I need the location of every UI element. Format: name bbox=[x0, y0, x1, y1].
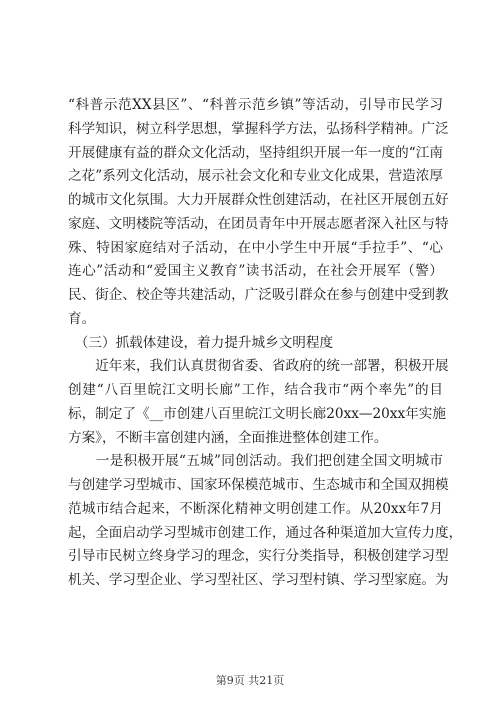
text-line: 一是积极开展“五城”同创活动。我们把创建全国文明城市 bbox=[68, 453, 443, 470]
text-line: 殊、特困家庭结对子活动，在中小学生中开展“手拉手”、“心 bbox=[68, 239, 443, 256]
text-line: 科学知识，树立科学思想，掌握科学方法，弘扬科学精神。广泛 bbox=[68, 120, 449, 137]
text-line: 的城市文化氛围。大力开展群众性创建活动，在社区开展创五好 bbox=[68, 192, 449, 208]
text-line: 家庭、文明楼院等活动，在团员青年中开展志愿者深入社区与特 bbox=[68, 215, 449, 232]
text-line: 引导市民树立终身学习的理念，实行分类指导，积极创建学习型 bbox=[68, 548, 449, 565]
text-line: 创建“八百里皖江文明长廊”工作，结合我市“两个率先”的目 bbox=[68, 382, 443, 398]
text-line: 育。 bbox=[68, 310, 96, 327]
page-footer: 第9页 共21页 bbox=[215, 674, 285, 687]
text-line: 之花”系列文化活动，展示社会文化和专业文化成果，营造浓厚 bbox=[68, 168, 443, 185]
body-text bbox=[68, 94, 463, 593]
text-line: 开展健康有益的群众文化活动，坚持组织开展一年一度的“江南 bbox=[68, 144, 443, 161]
text-line: 标，制定了《__市创建八百里皖江文明长廊20xx—20xx年实施 bbox=[68, 405, 446, 422]
text-line: （三）抓载体建设，着力提升城乡文明程度 bbox=[68, 334, 334, 351]
text-line: 连心”活动和“爱国主义教育”读书活动，在社会开展军（警） bbox=[68, 263, 443, 280]
text-line: 起，全面启动学习型城市创建工作，通过各种渠道加大宣传力度， bbox=[68, 524, 463, 541]
text-line: 范城市结合起来，不断深化精神文明创建工作。从20xx年7月 bbox=[68, 500, 443, 517]
text-line: 机关、学习型企业、学习型社区、学习型村镇、学习型家庭。为 bbox=[68, 572, 449, 588]
text-line: 近年来，我们认真贯彻省委、省政府的统一部署，积极开展 bbox=[68, 358, 449, 375]
text-line: “科普示范XX县区”、“科普示范乡镇”等活动，引导市民学习 bbox=[68, 97, 443, 113]
text-line: 与创建学习型城市、国家环保模范城市、生态城市和全国双拥模 bbox=[68, 477, 449, 493]
text-line: 民、街企、校企等共建活动，广泛吸引群众在参与创建中受到教 bbox=[68, 287, 449, 303]
text-line: 方案》，不断丰富创建内涵，全面推进整体创建工作。 bbox=[68, 429, 388, 446]
